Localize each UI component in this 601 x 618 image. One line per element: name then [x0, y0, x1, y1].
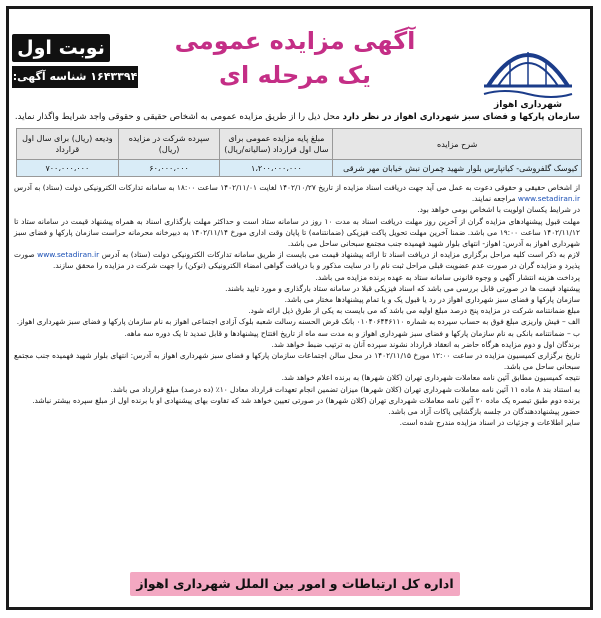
- term-paragraph: [14, 249, 580, 271]
- nobat-badge: نوبت اول: [12, 34, 110, 62]
- term-paragraph: تاریخ برگزاری کمیسیون مزایده در ساعت ۱۲:۰۰ مورخ ۱۴۰۲/۱۱/۱۵ در محل سالن اجتماعات سازمان پارکها و فضای سبز شهرداری اهواز به آدرس: انتهای بلوار شهید فهمیده جنب مجتمع سبحانی ساحل می باشد.: [14, 351, 580, 372]
- auction-table: [16, 128, 582, 177]
- term-paragraph: در شرایط یکسان اولویت با اشخاص بومی خواهد بود.: [417, 205, 580, 215]
- table-row: [17, 160, 582, 177]
- intro-rest: محل ذیل را از طریق مزایده عمومی به اشخاص حقیقی و حقوقی واجد شرایط واگذار نماید.: [14, 112, 343, 122]
- term-paragraph: برنده دوم طبق تبصره یک ماده ۲۰ آئین نامه معاملات شهرداری تهران (کلان شهرها) در صورتی تعیین خواهد شد که تفاوت بهای پیشنهادی او با برنده اول از مبلغ سپرده بیشتر نباشد.: [32, 395, 580, 405]
- cell-description: کیوسک گلفروشی- کیانپارس بلوار شهید چمران نبش خیابان مهر شرقی: [333, 160, 582, 177]
- term-paragraph: الف – فیش واریزی مبلغ فوق به حساب سپرده به شماره ۰۱۰۴۰۶۴۴۶۱۱۰ بانک قرض الحسنه رسالت شعبه بلوک آزادی اجتماعی اهواز به نام سازمان پارکها و فضای سبز شهرداری اهواز.: [16, 317, 580, 327]
- term-paragraph: نتیجه کمیسیون مطابق آئین نامه معاملات شهرداری تهران (کلان شهرها) به برنده اعلام خواهد شد.: [281, 373, 580, 383]
- cell-guarantee: ۷۰۰،۰۰۰،۰۰۰: [17, 160, 119, 177]
- footer-banner: اداره کل ارتباطات و امور بین الملل شهرداری اهواز: [130, 572, 460, 596]
- cell-deposit: ۶۰،۰۰۰،۰۰۰: [118, 160, 220, 177]
- ahvaz-municipality-logo-icon: [480, 22, 576, 100]
- header-guarantee: ودیعه (ریال) برای سال اول قرارداد: [17, 129, 119, 160]
- ad-number-label: شناسه آگهی:: [12, 70, 87, 83]
- term-text: لازم به ذکر است کلیه مراحل برگزاری مزایده از دریافت اسناد تا ارائه پیشنهاد قیمت می بایست از طریق سامانه تدارکات الکترونیکی دولت (ستاد) به آدرس: [101, 250, 580, 260]
- intro-text: [14, 110, 580, 124]
- term-paragraph: پیشنهاد قیمت ها در صورتی قابل بررسی می باشد که اسناد فیزیکی قبلا در سامانه ستاد بارگذاری و مورد تایید باشند.: [225, 283, 580, 293]
- title-sub: یک مرحله ای: [219, 61, 371, 89]
- ad-number-value: ۱۶۴۳۳۹۴: [90, 70, 138, 83]
- title-main: آگهی مزایده عمومی: [174, 27, 416, 55]
- setad-link[interactable]: www.setadiran.ir: [37, 250, 100, 260]
- cell-base-price: ۱،۲۰۰،۰۰۰،۰۰۰: [220, 160, 333, 177]
- term-text: از اشخاص حقیقی و حقوقی دعوت به عمل می آید جهت دریافت اسناد مزایده از تاریخ ۱۴۰۲/۱۰/۲۷ لغایت ۱۴۰۲/۱۱/۰۱ ساعت ۱۸:۰۰ به سامانه تدارکات الکترونیکی دولت (ستاد) به آدرس: [14, 183, 580, 192]
- setad-link[interactable]: www.setadiran.ir: [517, 194, 580, 204]
- term-paragraph: [14, 182, 580, 204]
- term-paragraph: سازمان پارکها و فضای سبز شهرداری اهواز در رد یا قبول یک و یا تمام پیشنهادها مختار می باشد.: [284, 295, 580, 305]
- term-paragraph: سایر اطلاعات و جزئیات در اسناد مزایده مندرج شده است.: [399, 418, 580, 428]
- header-deposit: سپرده شرکت در مزایده (ریال): [118, 129, 220, 160]
- term-paragraph: پرداخت هزینه انتشار آگهی و وجوه قانونی سامانه ستاد به عهده برنده مزایده می باشد.: [315, 272, 580, 282]
- term-paragraph: مبلغ ضمانتنامه شرکت در مزایده پنج درصد مبلغ اولیه می باشد که می بایست به یکی از طرق ذیل ارائه شود.: [248, 306, 580, 316]
- logo-caption: شهرداری اهواز: [494, 100, 562, 110]
- term-paragraph: برندگان اول و دوم مزایده هرگاه حاضر به انعقاد قرارداد نشوند سپرده آنان به ترتیب ضبط خواهد شد.: [271, 339, 580, 349]
- term-text: مراجعه نمایند.: [471, 194, 516, 204]
- ad-number: [12, 66, 138, 88]
- intro-org: سازمان پارکها و فضای سبز شهرداری اهواز در نظر دارد: [342, 112, 580, 122]
- header-description: شرح مزایده: [333, 129, 582, 160]
- term-text: صورت پذیرد و مزایده گران در صورت عدم عضویت قبلی مراحل ثبت نام را در سایت مذکور و با دریافت گواهی امضاء الکترونیکی (توکن) را جهت شرکت در مزایده را محقق سازند.: [14, 250, 580, 271]
- term-paragraph: به استناد بند ۸ ماده ۱۱ آئین نامه معاملات شهرداری تهران (کلان شهرها) میزان تضمین انجام تعهدات قرارداد معادل ۱۰٪ (ده درصد) مبلغ قرارداد می باشد.: [110, 384, 580, 394]
- header-base-price: مبلغ پایه مزایده عمومی برای سال اول قرارداد (سالیانه/ریال): [220, 129, 333, 160]
- term-paragraph: مهلت قبول پیشنهادهای مزایده گران از آخرین روز مهلت دریافت اسناد به مدت ۱۰ روز در سامانه ستاد است و حداکثر مهلت بارگذاری اسناد به همراه پیشنهاد قیمت در سامانه ستاد تا ۱۴۰۲/۱۱/۱۲ ساعت ۱۹:۰۰ می باشد. ضمنا آخرین مهلت تحویل پاکت فیزیکی (ضمانتنامه) تا پایان وقت اداری مورخ ۱۴۰۲/۱۱/۱۴ به دبیرخانه محرمانه حراست سازمان پارکها و فضای سبز شهرداری اهواز به آدرس: اهواز- انتهای بلوار شهید فهمیده جنب مجتمع سبحانی ساحل می باشد.: [14, 216, 580, 249]
- term-paragraph: ب – ضمانتنامه بانکی به نام سازمان پارکها و فضای سبز شهرداری اهواز و به مدت سه ماه از تاریخ افتتاح پیشنهادها و قابل تمدید تا یک دوره سه ماهه.: [124, 328, 580, 338]
- table-header-row: [17, 129, 582, 160]
- terms-body: [14, 182, 580, 428]
- term-paragraph: حضور پیشنهاددهندگان در جلسه بازگشایی پاکات آزاد می باشد.: [388, 407, 580, 417]
